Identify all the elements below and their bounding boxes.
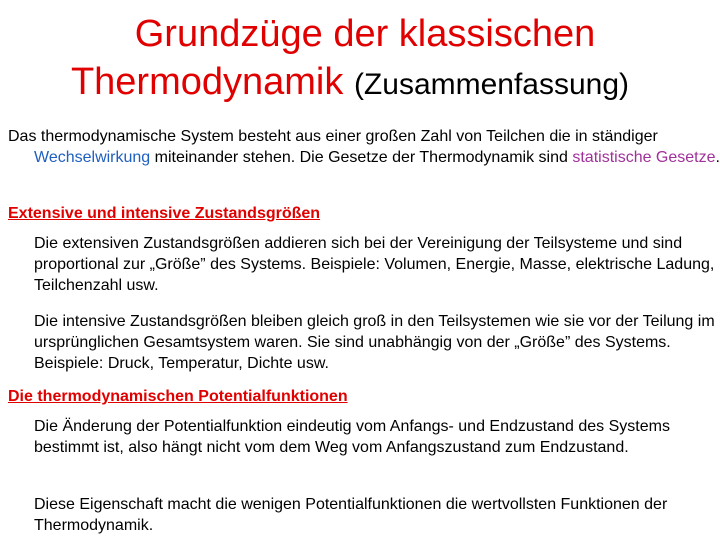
title-line-2	[0, 58, 720, 109]
paragraph-extensive: Die extensiven Zustandsgrößen addieren sich bei der Vereinigung der Teilsysteme und sind proportional zur „Größe” des Systems. Beispiele: Volumen, Energie, Masse, elektrische Ladung, Teilchenzahl usw.	[34, 235, 715, 294]
title-subtitle: (Zusammenfassung)	[353, 68, 630, 101]
section-heading-zustandsgroessen: Extensive und intensive Zustandsgrößen	[8, 205, 321, 222]
term-wechselwirkung: Wechselwirkung	[34, 149, 151, 166]
paragraph-eigenschaft: Diese Eigenschaft macht die wenigen Potentialfunktionen die wertvollsten Funktionen der Thermodynamik.	[34, 496, 668, 534]
paragraph-intensive: Die intensive Zustandsgrößen bleiben gleich groß in den Teilsystemen wie sie vor der Teilung im ursprünglichen Gesamtsystem waren. Sie sind unabhängig von der „Größe” des Systems. Beispiele: Druck, Temperatur, Dichte usw.	[34, 313, 715, 372]
title-line-1: Grundzüge der klassischen	[134, 13, 596, 55]
intro-paragraph	[8, 126, 720, 168]
intro-text-1: Das thermodynamische System besteht aus einer großen Zahl von Teilchen die in ständiger	[8, 128, 658, 145]
intro-text-3: .	[715, 149, 720, 166]
intro-text-2: miteinander stehen. Die Gesetze der Thermodynamik sind	[150, 149, 573, 166]
title-main: Thermodynamik	[70, 61, 344, 103]
paragraph-aenderung: Die Änderung der Potentialfunktion eindeutig vom Anfangs- und Endzustand des Systems bestimmt ist, also hängt nicht vom dem Weg vom Anfangszustand zum Endzustand.	[34, 418, 670, 456]
term-statistische-gesetze: statistische Gesetze	[572, 149, 716, 166]
section-heading-potentialfunktionen: Die thermodynamischen Potentialfunktionen	[8, 388, 348, 405]
slide-title	[0, 10, 720, 109]
